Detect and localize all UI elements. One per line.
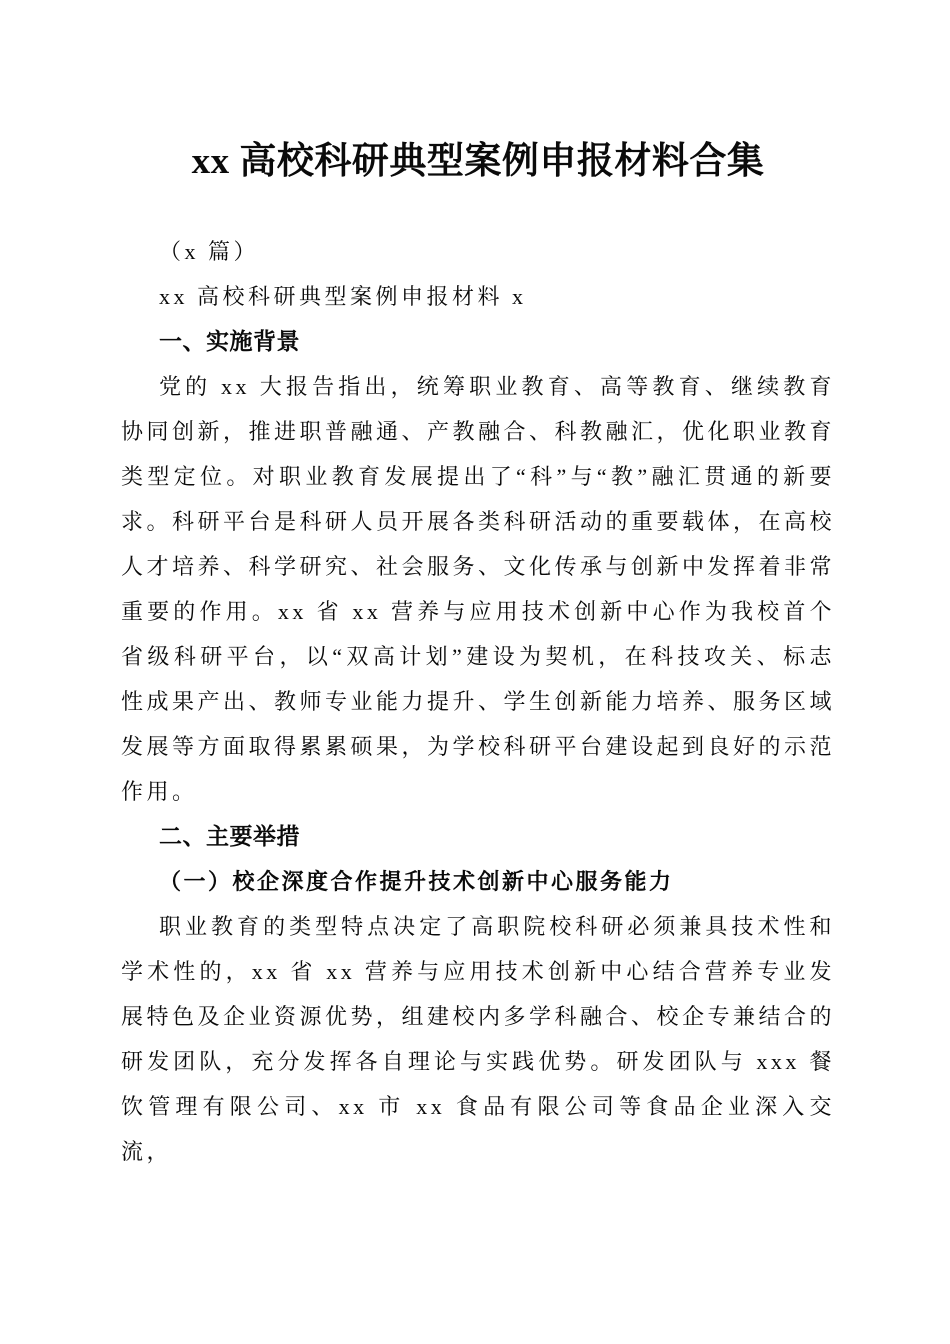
- section-2-subheading: （一）校企深度合作提升技术创新中心服务能力: [159, 869, 674, 894]
- section-1-heading: 一、实施背景: [159, 328, 300, 354]
- piece-count-line: （x 篇）: [159, 239, 260, 264]
- section-2-body: 职业教育的类型特点决定了高职院校科研必须兼具技术性和学术性的，xx 省 xx 营养与应用技术创新中心结合营养专业发展特色及企业资源优势，组建校内多学科融合、校企专兼结合的研发团队，充分发挥各自理论与实践优势。研发团队与 xxx 餐饮管理有限公司、xx 市 xx 食品有限公司等食品企业深入交流，: [121, 914, 836, 1164]
- section-1-body: 党的 xx 大报告指出，统筹职业教育、高等教育、继续教育协同创新，推进职普融通、产教融合、科教融汇，优化职业教育类型定位。对职业教育发展提出了“科”与“教”融汇贯通的新要求。科研平台是科研人员开展各类科研活动的重要载体，在高校人才培养、科学研究、社会服务、文化传承与创新中发挥着非常重要的作用。xx 省 xx 营养与应用技术创新中心作为我校首个省级科研平台，以“双高计划”建设为契机，在科技攻关、标志性成果产出、教师专业能力提升、学生创新能力培养、服务区域发展等方面取得累累硕果，为学校科研平台建设起到良好的示范作用。: [121, 374, 836, 804]
- section-2-heading: 二、主要举措: [159, 823, 300, 849]
- document-subtitle: xx 高校科研典型案例申报材料 x: [159, 284, 527, 309]
- document-title: xx 高校科研典型案例申报材料合集: [191, 141, 765, 182]
